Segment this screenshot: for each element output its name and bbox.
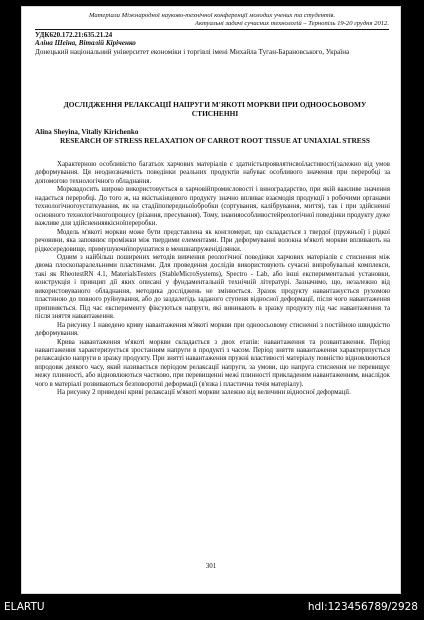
conference-header-line1: Матеріали Міжнародної науково-технічної конференції молодих учених та студентів. xyxy=(88,12,336,19)
paragraph: Морквадосить широко використовується в харчовійпромисловості і виноградарство, при якій важливе значення надається переробці. До того ж, на якістькінцевого продукту значно впливає взаємодія продукції з робочими органами технологічногоустаткування, як на стадіїпопередньоїобробки (сортування, калібрування, миття), так і при здійсненні основного технологічногопроцесу (різання, пресування). Тому, знанняособливостейреологічної поведінки продукту дуже важливе для здійсненняякісноїпереробки. xyxy=(35,186,390,228)
handle-id: hdl:123456789/2928 xyxy=(307,601,418,613)
authors-uk: Аліна Шеїна, Віталій Кіріченко xyxy=(35,39,136,48)
affiliation: Донецький національний університет економіки і торгівлі імені Михайла Туган-Барановського, Україна xyxy=(35,47,350,56)
title-ukrainian: ДОСЛІДЖЕННЯ РЕЛАКСАЦІЇ НАПРУГИ М'ЯКОТІ МОРКВИ ПРИ ОДНООСЬОВОМУ СТИСНЕННІ xyxy=(63,100,367,118)
conference-header-line2: Актуальні задачі сучасних технологій – Тернопіль 19-20 грудня 2012. xyxy=(194,20,389,28)
paragraph: На рисунку 1 наведено криву навантаження м'якоті моркви при одноосьовому стисненні з постійною швидкістю деформування. xyxy=(35,321,390,338)
article-body xyxy=(35,161,390,398)
udc-code: УДК620.172.21:635.21.24 xyxy=(35,31,113,39)
page-number: 301 xyxy=(205,562,217,570)
conference-header xyxy=(35,12,389,30)
paragraph: Одним з найбільш поширених методів вивчення реологічної поведінки харчових матеріалів є стиснення між двома плоскопаралельними пластинами. Для проведення дослідів використовують сучасні випробувальні комплекси, такі як RheotestRN 4.1, MaterialsTesters (StableMicroSystems), Spectro - Lab, або інші експериментальні установки, конструкція і принцип дії яких описані у фундаментальній технічній літературі. Зазначимо, що, незалежно від використовуваного обладнання, методика досліджень не змінюється. Зразок продукту навантажується рухомою пластиною до повного руйнування, або до заздалегідь заданого ступеня відносної деформації, після чого навантаження припиняється. Під час експерименту фіксуються напруги, які виникають в зразку продукту під час навантаження та після зняття навантаження. xyxy=(35,253,390,321)
paragraph: Крива навантаження м'якоті моркви складається з двох етапів: навантаження та розвантаження. Період навантаження характеризується зростанням напруги в продукті з часом. Період зняття навантаження характеризується релаксацією напруги в зразку продукту. При знятті навантаження пружні властивості матеріалу повністю відновлюються впродовж деякого часу, який називається періодом релаксації напруги, за умови, що напруга стиснення не перевищує межу плинності, або відновлюються частково, при перевищенні межі плинності прикладеним навантаженням, внаслідок чого в матеріалі розвиваються безповоротні деформації (в'язка і пластична течія матеріалу). xyxy=(35,338,390,388)
paper-page xyxy=(21,6,401,594)
repository-name: ELARTU xyxy=(4,601,45,613)
paragraph: На рисунку 2 приведені криві релаксації м'якоті моркви залежно від величини відносної деформації. xyxy=(57,389,351,397)
article-meta xyxy=(35,31,390,56)
authors-english: Alina Sheyina, Vitaliy Kirichenko xyxy=(35,128,139,136)
title-english: RESEARCH OF STRESS RELAXATION OF CARROT ROOT TISSUE AT UNIAXIAL STRESS xyxy=(60,136,370,145)
paragraph: Модель м'якоті моркви може бути представлена як конгломерат, що складається з твердої (пружньої) і рідкої речовини, яка заповнює проміжки між твердими елементами. При деформуванні волокна м'якоті моркви впливають на рідкесередовище, примушуючиїпорушатися в меншнапруженіділянки. xyxy=(35,228,390,253)
paragraph: Характерною особливістю багатьох харчових матеріалів є здатністьпроявлятисвоїластивості(залежно від умов деформування. Ця неоднозначність поведінки реальних продуктів набуває особливого значення при переробці за допомогою технологічного обладнання. xyxy=(35,161,390,185)
